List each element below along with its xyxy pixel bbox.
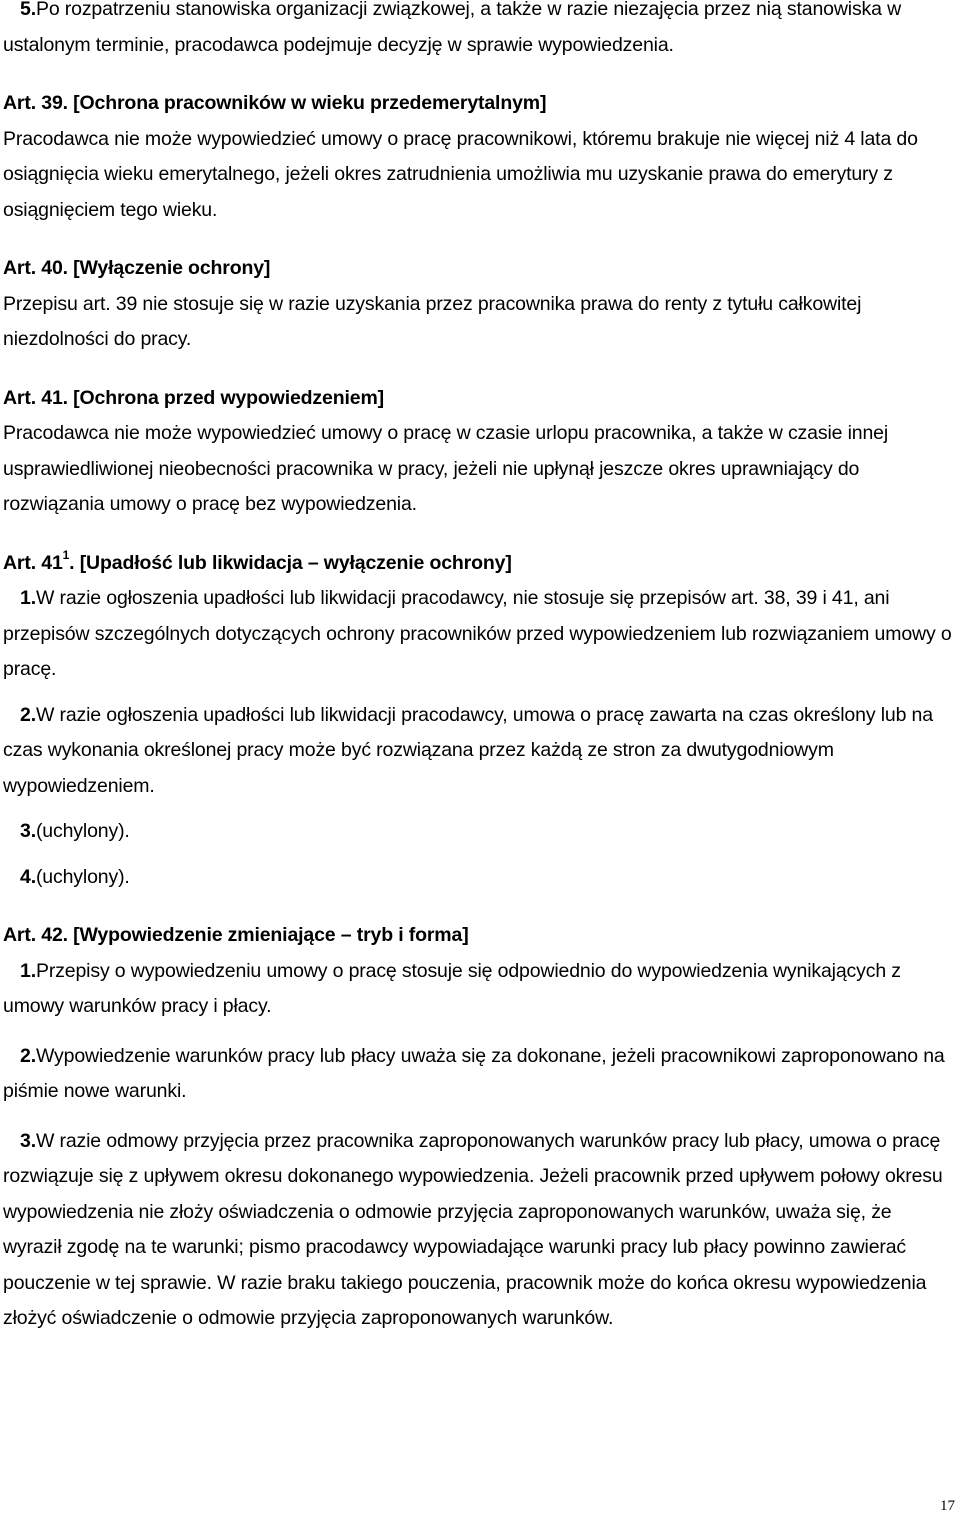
item-number: 2. [20,703,36,726]
article-41-1-item-1 [3,581,955,688]
item-number: 3. [20,1129,36,1152]
article-41-1-item-4 [3,860,955,896]
item-text: W razie ogłoszenia upadłości lub likwidacji pracodawcy, umowa o pracę zawarta na czas określony lub na czas wykonania określonej pracy może być rozwiązana przez każdą ze stron za dwutygodniowym wypowiedzeniem. [3,703,933,797]
item-number: 5. [20,0,36,20]
item-number: 2. [20,1044,36,1067]
heading-superscript: 1 [62,548,70,562]
item-text: Przepisy o wypowiedzeniu umowy o pracę stosuje się odpowiednio do wypowiedzenia wynikających z umowy warunków pracy i płacy. [3,959,901,1017]
item-text: W razie ogłoszenia upadłości lub likwidacji pracodawcy, nie stosuje się przepisów art. 38, 39 i 41, ani przepisów szczególnych dotyczących ochrony pracowników przed wypowiedzeniem lub rozwiązaniem umowy o pracę. [3,587,952,680]
article-body-39: Pracodawca nie może wypowiedzieć umowy o pracę pracownikowi, któremu brakuje nie więcej niż 4 lata do osiągnięcia wieku emerytalnego, jeżeli okres zatrudnienia umożliwia mu uzyskanie prawa do emerytury z osiągnięciem tego wieku. [3,127,918,221]
article-body-40: Przepisu art. 39 nie stosuje się w razie uzyskania przez pracownika prawa do renty z tytułu całkowitej niezdolności do pracy. [3,292,862,350]
document-page [3,0,955,1337]
article-heading-41: Art. 41. [Ochrona przed wypowiedzeniem] [3,386,384,409]
article-41-1-item-3 [3,814,955,850]
article-body-41: Pracodawca nie może wypowiedzieć umowy o pracę w czasie urlopu pracownika, a także w czasie innej usprawiedliwionej nieobecności pracownika w pracy, jeżeli nie upłynął jeszcze okres uprawniający do rozwiązania umowy o pracę bez wypowiedzenia. [3,422,889,515]
item-text: W razie odmowy przyjęcia przez pracownika zaproponowanych warunków pracy lub płacy, umowa o pracę rozwiązuje się z upływem okresu dokonanego wypowiedzenia. Jeżeli pracownik przed upływem połowy okresu wypowiedzenia nie złoży oświadczenia o odmowie przyjęcia zaproponowanych warunków, uważa się, że wyraził zgodę na te warunki; pismo pracodawcy wypowiadające warunki pracy lub płacy powinno zawierać pouczenie w tej sprawie. W razie braku takiego pouczenia, pracownik może do końca okresu wypowiedzenia złożyć oświadczenie o odmowie przyjęcia zaproponowanych warunków. [3,1129,943,1329]
article-heading-40: Art. 40. [Wyłączenie ochrony] [3,257,271,279]
item-text: Wypowiedzenie warunków pracy lub płacy uważa się za dokonane, jeżeli pracownikowi zaproponowano na piśmie nowe warunki. [3,1044,945,1102]
paragraph-item-5 [3,0,955,63]
item-text: Po rozpatrzeniu stanowiska organizacji związkowej, a także w razie niezajęcia przez nią stanowiska w ustalonym terminie, pracodawca podejmuje decyzję w sprawie wypowiedzenia. [3,0,902,56]
item-text: (uchylony). [35,820,130,842]
article-42-item-3 [3,1124,955,1337]
article-heading-42: Art. 42. [Wypowiedzenie zmieniające – tryb i forma] [3,924,469,946]
page-number: 17 [940,1498,955,1514]
item-number: 1. [20,959,36,982]
article-heading-41-1 [3,546,955,582]
item-number: 3. [20,820,36,842]
item-number: 1. [20,587,36,609]
heading-prefix: Art. 41 [3,551,63,574]
article-42-item-1 [3,954,955,1025]
article-heading-39: Art. 39. [Ochrona pracowników w wieku przedemerytalnym] [3,92,547,114]
article-41-1-item-2 [3,698,955,805]
article-42-item-2 [3,1039,955,1110]
item-text: (uchylony). [35,865,130,888]
heading-suffix: . [Upadłość lub likwidacja – wyłączenie ochrony] [69,551,512,574]
item-number: 4. [20,865,36,888]
